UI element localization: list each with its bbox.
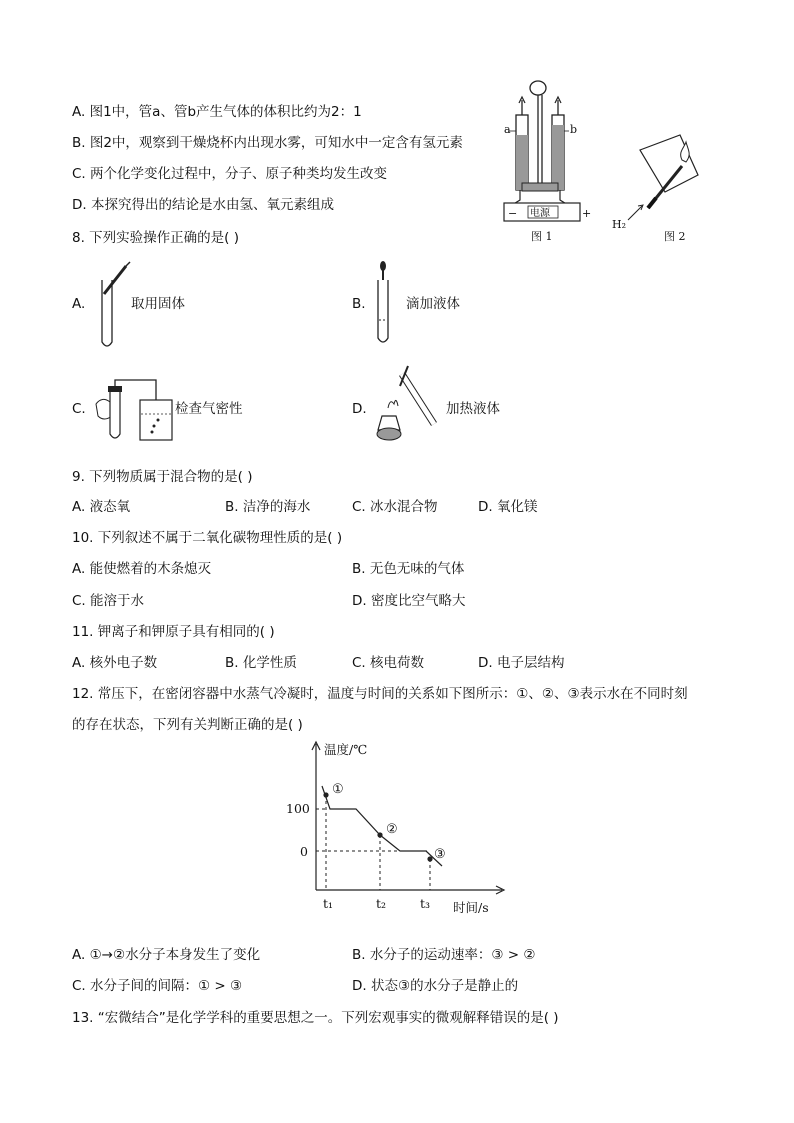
- q9-option-d: D. 氧化镁: [478, 499, 538, 515]
- h2-label: H₂: [612, 218, 627, 231]
- q7-option-c: C. 两个化学变化过程中，分子、原子种类均发生改变: [72, 166, 388, 182]
- q8-b-label: 滴加液体: [406, 296, 460, 312]
- point-2: [377, 832, 382, 837]
- cooling-curve: [322, 786, 442, 866]
- minus-sign: −: [508, 207, 518, 220]
- q10-option-a: A. 能使燃着的木条熄灭: [72, 561, 212, 577]
- y-axis-label: 温度/℃: [324, 742, 368, 757]
- q8-a-label: 取用固体: [131, 296, 185, 312]
- x-tick-t2: t₂: [376, 896, 387, 911]
- point-3: [427, 856, 432, 861]
- y-tick-0: 0: [300, 844, 308, 859]
- q12-stem-line1: 12. 常压下，在密闭容器中水蒸气冷凝时，温度与时间的关系如下图所示：①、②、③表示水在不同时刻: [72, 686, 688, 702]
- q8-stem: 8. 下列实验操作正确的是( ): [72, 230, 239, 246]
- power-label: 电源: [530, 208, 550, 219]
- q12-option-a: A. ①→②水分子本身发生了变化: [72, 947, 261, 963]
- q10-option-b: B. 无色无味的气体: [352, 561, 465, 577]
- x-tick-t1: t₁: [323, 896, 334, 911]
- q8-d-letter: D.: [352, 401, 367, 417]
- q8-c-letter: C.: [72, 401, 86, 417]
- x-axis-label: 时间/s: [453, 900, 489, 915]
- q10-option-d: D. 密度比空气略大: [352, 593, 466, 609]
- q12-option-c: C. 水分子间的间隔：① > ③: [72, 978, 243, 994]
- hydrogen-burning-figure: [610, 130, 710, 248]
- q9-option-b: B. 洁净的海水: [225, 499, 311, 515]
- q11-stem: 11. 钾离子和钾原子具有相同的( ): [72, 624, 275, 640]
- q7-option-d: D. 本探究得出的结论是水由氢、氧元素组成: [72, 197, 334, 213]
- test-tube-dropper-icon: [370, 260, 406, 348]
- plus-sign: +: [582, 207, 592, 220]
- x-tick-t3: t₃: [420, 896, 431, 911]
- q13-stem: 13. “宏微结合”是化学学科的重要思想之一。下列宏观事实的微观解释错误的是( ): [72, 1010, 559, 1026]
- tube-a-label: a: [504, 123, 511, 136]
- q11-option-b: B. 化学性质: [225, 655, 297, 671]
- q9-option-c: C. 冰水混合物: [352, 499, 438, 515]
- tube-b-label: b: [570, 123, 578, 136]
- heating-liquid-icon: [370, 364, 442, 444]
- electrolysis-apparatus-figure: [498, 75, 598, 250]
- temperature-time-chart: [270, 732, 520, 922]
- figure-2-caption: 图 2: [664, 230, 686, 243]
- q10-option-c: C. 能溶于水: [72, 593, 145, 609]
- q9-option-a: A. 液态氧: [72, 499, 131, 515]
- test-tube-solid-icon: [92, 260, 132, 352]
- q8-a-letter: A.: [72, 296, 86, 312]
- q7-option-b: B. 图2中，观察到干燥烧杯内出现水雾，可知水中一定含有氢元素: [72, 135, 463, 151]
- q12-option-b: B. 水分子的运动速率：③ > ②: [352, 947, 536, 963]
- airtightness-check-icon: [92, 376, 176, 444]
- q10-stem: 10. 下列叙述不属于二氧化碳物理性质的是( ): [72, 530, 343, 546]
- y-tick-100: 100: [286, 801, 310, 816]
- q11-option-d: D. 电子层结构: [478, 655, 565, 671]
- figure-1-caption: 图 1: [531, 230, 553, 243]
- q12-stem-line2: 的存在状态，下列有关判断正确的是( ): [72, 717, 303, 733]
- q7-option-a: A. 图1中，管a、管b产生气体的体积比约为2：1: [72, 104, 362, 120]
- point-3-label: ③: [434, 847, 446, 862]
- q8-c-label: 检查气密性: [175, 401, 243, 417]
- q9-stem: 9. 下列物质属于混合物的是( ): [72, 469, 253, 485]
- point-1: [323, 792, 328, 797]
- q11-option-a: A. 核外电子数: [72, 655, 158, 671]
- q8-b-letter: B.: [352, 296, 366, 312]
- q8-d-label: 加热液体: [446, 401, 500, 417]
- point-1-label: ①: [332, 782, 344, 797]
- point-2-label: ②: [386, 822, 398, 837]
- q11-option-c: C. 核电荷数: [352, 655, 425, 671]
- q12-option-d: D. 状态③的水分子是静止的: [352, 978, 519, 994]
